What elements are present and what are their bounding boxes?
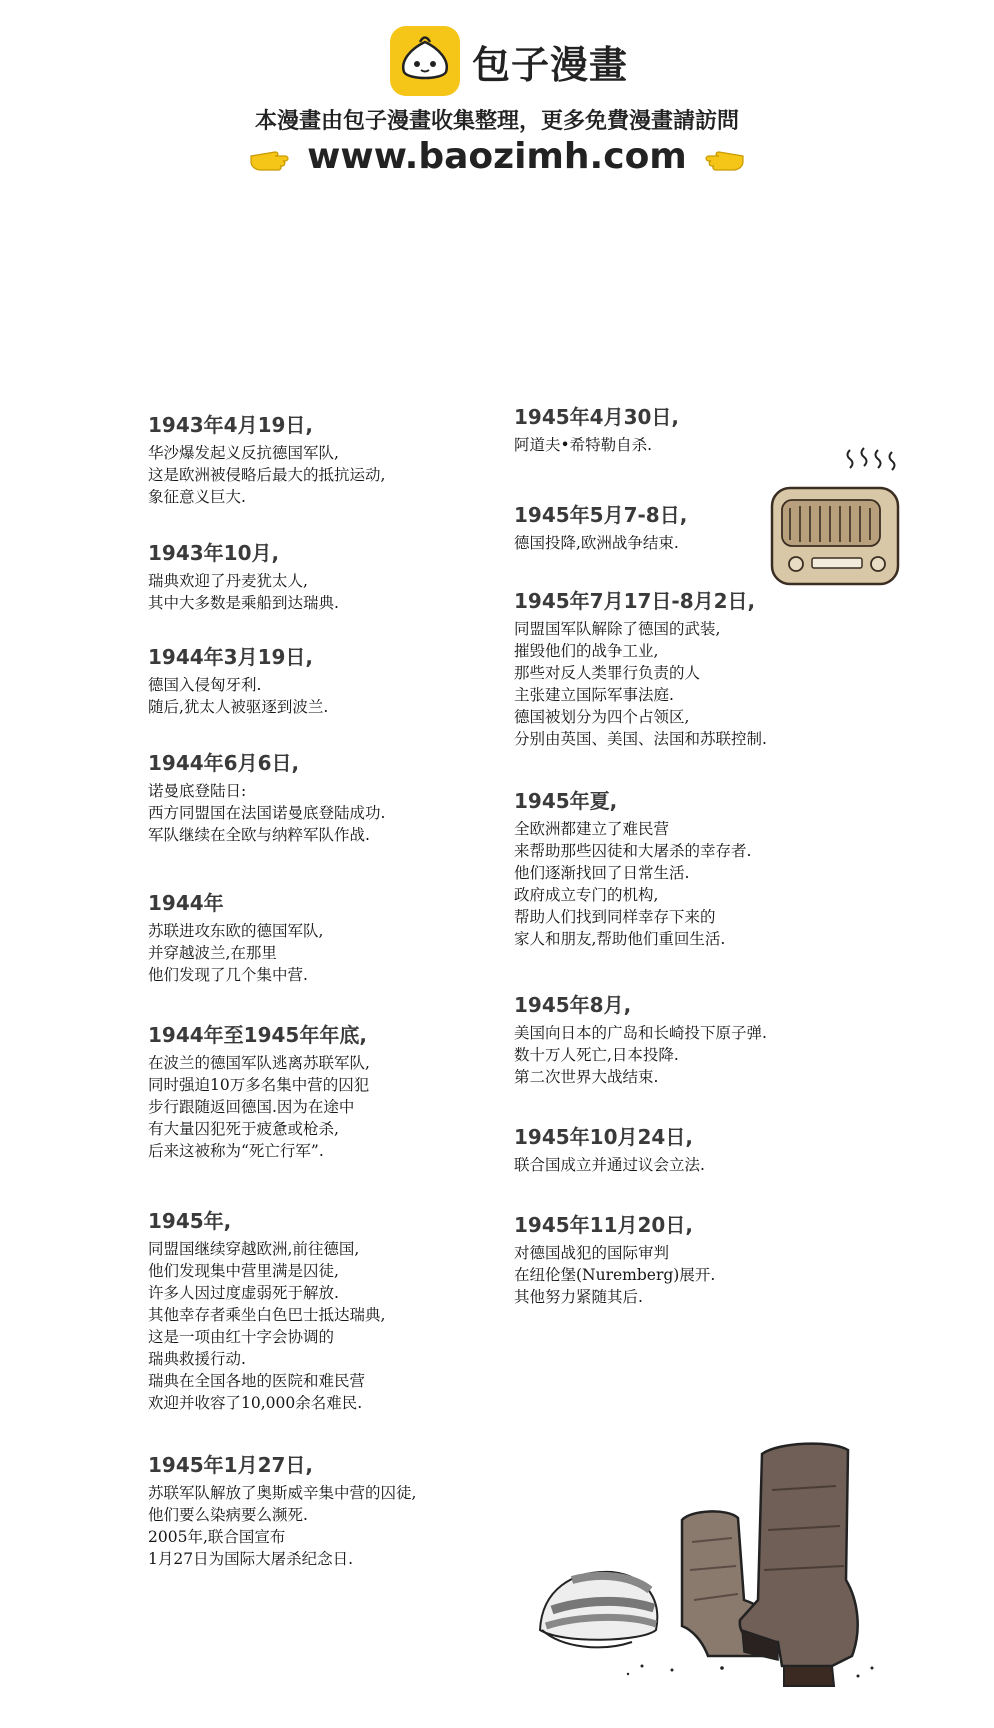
entry-line: 第二次世界大战结束. bbox=[514, 1068, 659, 1086]
site-url-link[interactable]: www.baozimh.com bbox=[307, 136, 687, 177]
entry-line: 并穿越波兰,在那里 bbox=[148, 944, 277, 962]
entry-line: 苏联军队解放了奥斯威辛集中营的囚徒, bbox=[148, 1484, 417, 1502]
entry-line: 同盟国继续穿越欧洲,前往德国, bbox=[148, 1240, 360, 1258]
entry-line: 西方同盟国在法国诺曼底登陆成功. bbox=[148, 804, 386, 822]
site-header bbox=[0, 0, 994, 190]
entry-line: 其中大多数是乘船到达瑞典. bbox=[148, 594, 339, 612]
entry-date: 1943年10月, bbox=[148, 541, 280, 565]
entry-date: 1945年夏, bbox=[514, 789, 618, 813]
entry-date: 1945年5月7-8日, bbox=[514, 503, 688, 527]
entry-line: 这是一项由红十字会协调的 bbox=[148, 1328, 335, 1346]
timeline-entry bbox=[514, 1124, 864, 1176]
entry-line: 他们发现集中营里满是囚徒, bbox=[148, 1262, 339, 1280]
entry-line: 他们发现了几个集中营. bbox=[148, 966, 308, 984]
entry-line: 他们逐渐找回了日常生活. bbox=[514, 864, 690, 882]
entry-line: 这是欧洲被侵略后最大的抵抗运动, bbox=[148, 466, 386, 484]
entry-line: 苏联进攻东欧的德国军队, bbox=[148, 922, 324, 940]
entry-line: 瑞典在全国各地的医院和难民营 bbox=[148, 1372, 366, 1390]
entry-line: 有大量囚犯死于疲惫或枪杀, bbox=[148, 1120, 339, 1138]
entry-date: 1945年4月30日, bbox=[514, 405, 680, 429]
entry-date: 1945年1月27日, bbox=[148, 1453, 314, 1477]
entry-line: 1月27日为国际大屠杀纪念日. bbox=[148, 1550, 354, 1568]
entry-line: 分别由英国、美国、法国和苏联控制. bbox=[514, 730, 767, 748]
entry-line: 华沙爆发起义反抗德国军队, bbox=[148, 444, 339, 462]
timeline-entry bbox=[148, 890, 498, 986]
entry-line: 其他幸存者乘坐白色巴士抵达瑞典, bbox=[148, 1306, 386, 1324]
timeline-entry bbox=[514, 788, 864, 950]
entry-date: 1944年3月19日, bbox=[148, 645, 314, 669]
entry-line: 其他努力紧随其后. bbox=[514, 1288, 643, 1306]
timeline-entry bbox=[514, 588, 864, 750]
entry-line: 帮助人们找到同样幸存下来的 bbox=[514, 908, 716, 926]
entry-date: 1945年7月17日-8月2日, bbox=[514, 589, 756, 613]
entry-line: 2005年,联合国宣布 bbox=[148, 1528, 286, 1546]
entry-date: 1944年至1945年年底, bbox=[148, 1023, 367, 1047]
entry-line: 德国入侵匈牙利. bbox=[148, 676, 262, 694]
entry-line: 家人和朋友,帮助他们重回生活. bbox=[514, 930, 726, 948]
entry-line: 全欧洲都建立了难民营 bbox=[514, 820, 670, 838]
entry-line: 那些对反人类罪行负责的人 bbox=[514, 664, 701, 682]
entry-date: 1945年, bbox=[148, 1209, 232, 1233]
entry-line: 在纽伦堡(Nuremberg)展开. bbox=[514, 1266, 716, 1284]
entry-line: 来帮助那些囚徒和大屠杀的幸存者. bbox=[514, 842, 752, 860]
baozi-bun-icon bbox=[390, 26, 460, 96]
timeline-entry bbox=[514, 992, 864, 1088]
entry-line: 瑞典救援行动. bbox=[148, 1350, 246, 1368]
url-row bbox=[0, 136, 994, 177]
entry-line: 美国向日本的广岛和长崎投下原子弹. bbox=[514, 1024, 767, 1042]
entry-line: 步行跟随返回德国.因为在途中 bbox=[148, 1098, 355, 1116]
entry-line: 联合国成立并通过议会立法. bbox=[514, 1156, 705, 1174]
entry-line: 瑞典欢迎了丹麦犹太人, bbox=[148, 572, 308, 590]
radio-icon bbox=[760, 444, 910, 594]
entry-date: 1945年8月, bbox=[514, 993, 632, 1017]
entry-line: 德国被划分为四个占领区, bbox=[514, 708, 690, 726]
timeline-entry bbox=[148, 1208, 498, 1414]
entry-line: 他们要么染病要么濒死. bbox=[148, 1506, 308, 1524]
entry-line: 象征意义巨大. bbox=[148, 488, 246, 506]
brand-name: 包子漫畫 bbox=[472, 42, 629, 87]
prisoner-cap-icon bbox=[540, 1572, 657, 1647]
timeline-entry bbox=[148, 412, 498, 508]
entry-line: 军队继续在全欧与纳粹军队作战. bbox=[148, 826, 370, 844]
entry-date: 1944年 bbox=[148, 891, 224, 915]
logo[interactable] bbox=[390, 26, 628, 96]
pointing-hand-icon bbox=[703, 142, 745, 172]
entry-line: 政府成立专门的机构, bbox=[514, 886, 659, 904]
entry-line: 诺曼底登陆日: bbox=[148, 782, 247, 800]
entry-line: 许多人因过度虚弱死于解放. bbox=[148, 1284, 339, 1302]
entry-line: 在波兰的德国军队逃离苏联军队, bbox=[148, 1054, 370, 1072]
timeline-entry bbox=[148, 1452, 498, 1570]
entry-line: 随后,犹太人被驱逐到波兰. bbox=[148, 698, 329, 716]
entry-date: 1945年11月20日, bbox=[514, 1213, 693, 1237]
timeline-entry bbox=[148, 750, 498, 846]
entry-line: 主张建立国际军事法庭. bbox=[514, 686, 674, 704]
pointing-hand-icon bbox=[249, 142, 291, 172]
entry-date: 1945年10月24日, bbox=[514, 1125, 693, 1149]
entry-line: 数十万人死亡,日本投降. bbox=[514, 1046, 679, 1064]
entry-date: 1944年6月6日, bbox=[148, 751, 300, 775]
boots-icon bbox=[532, 1430, 892, 1700]
notice-text: 本漫畫由包子漫畫收集整理，更多免費漫畫請訪問 bbox=[254, 109, 739, 134]
entry-line: 德国投降,欧洲战争结束. bbox=[514, 534, 679, 552]
timeline-entry bbox=[148, 1022, 498, 1162]
timeline-entry bbox=[514, 1212, 864, 1308]
timeline-entry bbox=[148, 644, 498, 718]
entry-line: 欢迎并收容了10,000余名难民. bbox=[148, 1394, 363, 1412]
entry-line: 同盟国军队解除了德国的武装, bbox=[514, 620, 721, 638]
entry-date: 1943年4月19日, bbox=[148, 413, 314, 437]
entry-line: 阿道夫•希特勒自杀. bbox=[514, 436, 653, 454]
entry-line: 对德国战犯的国际审判 bbox=[514, 1244, 670, 1262]
entry-line: 后来这被称为“死亡行军”. bbox=[148, 1142, 324, 1160]
entry-line: 摧毁他们的战争工业, bbox=[514, 642, 659, 660]
timeline-entry bbox=[148, 540, 498, 614]
entry-line: 同时强迫10万多名集中营的囚犯 bbox=[148, 1076, 370, 1094]
